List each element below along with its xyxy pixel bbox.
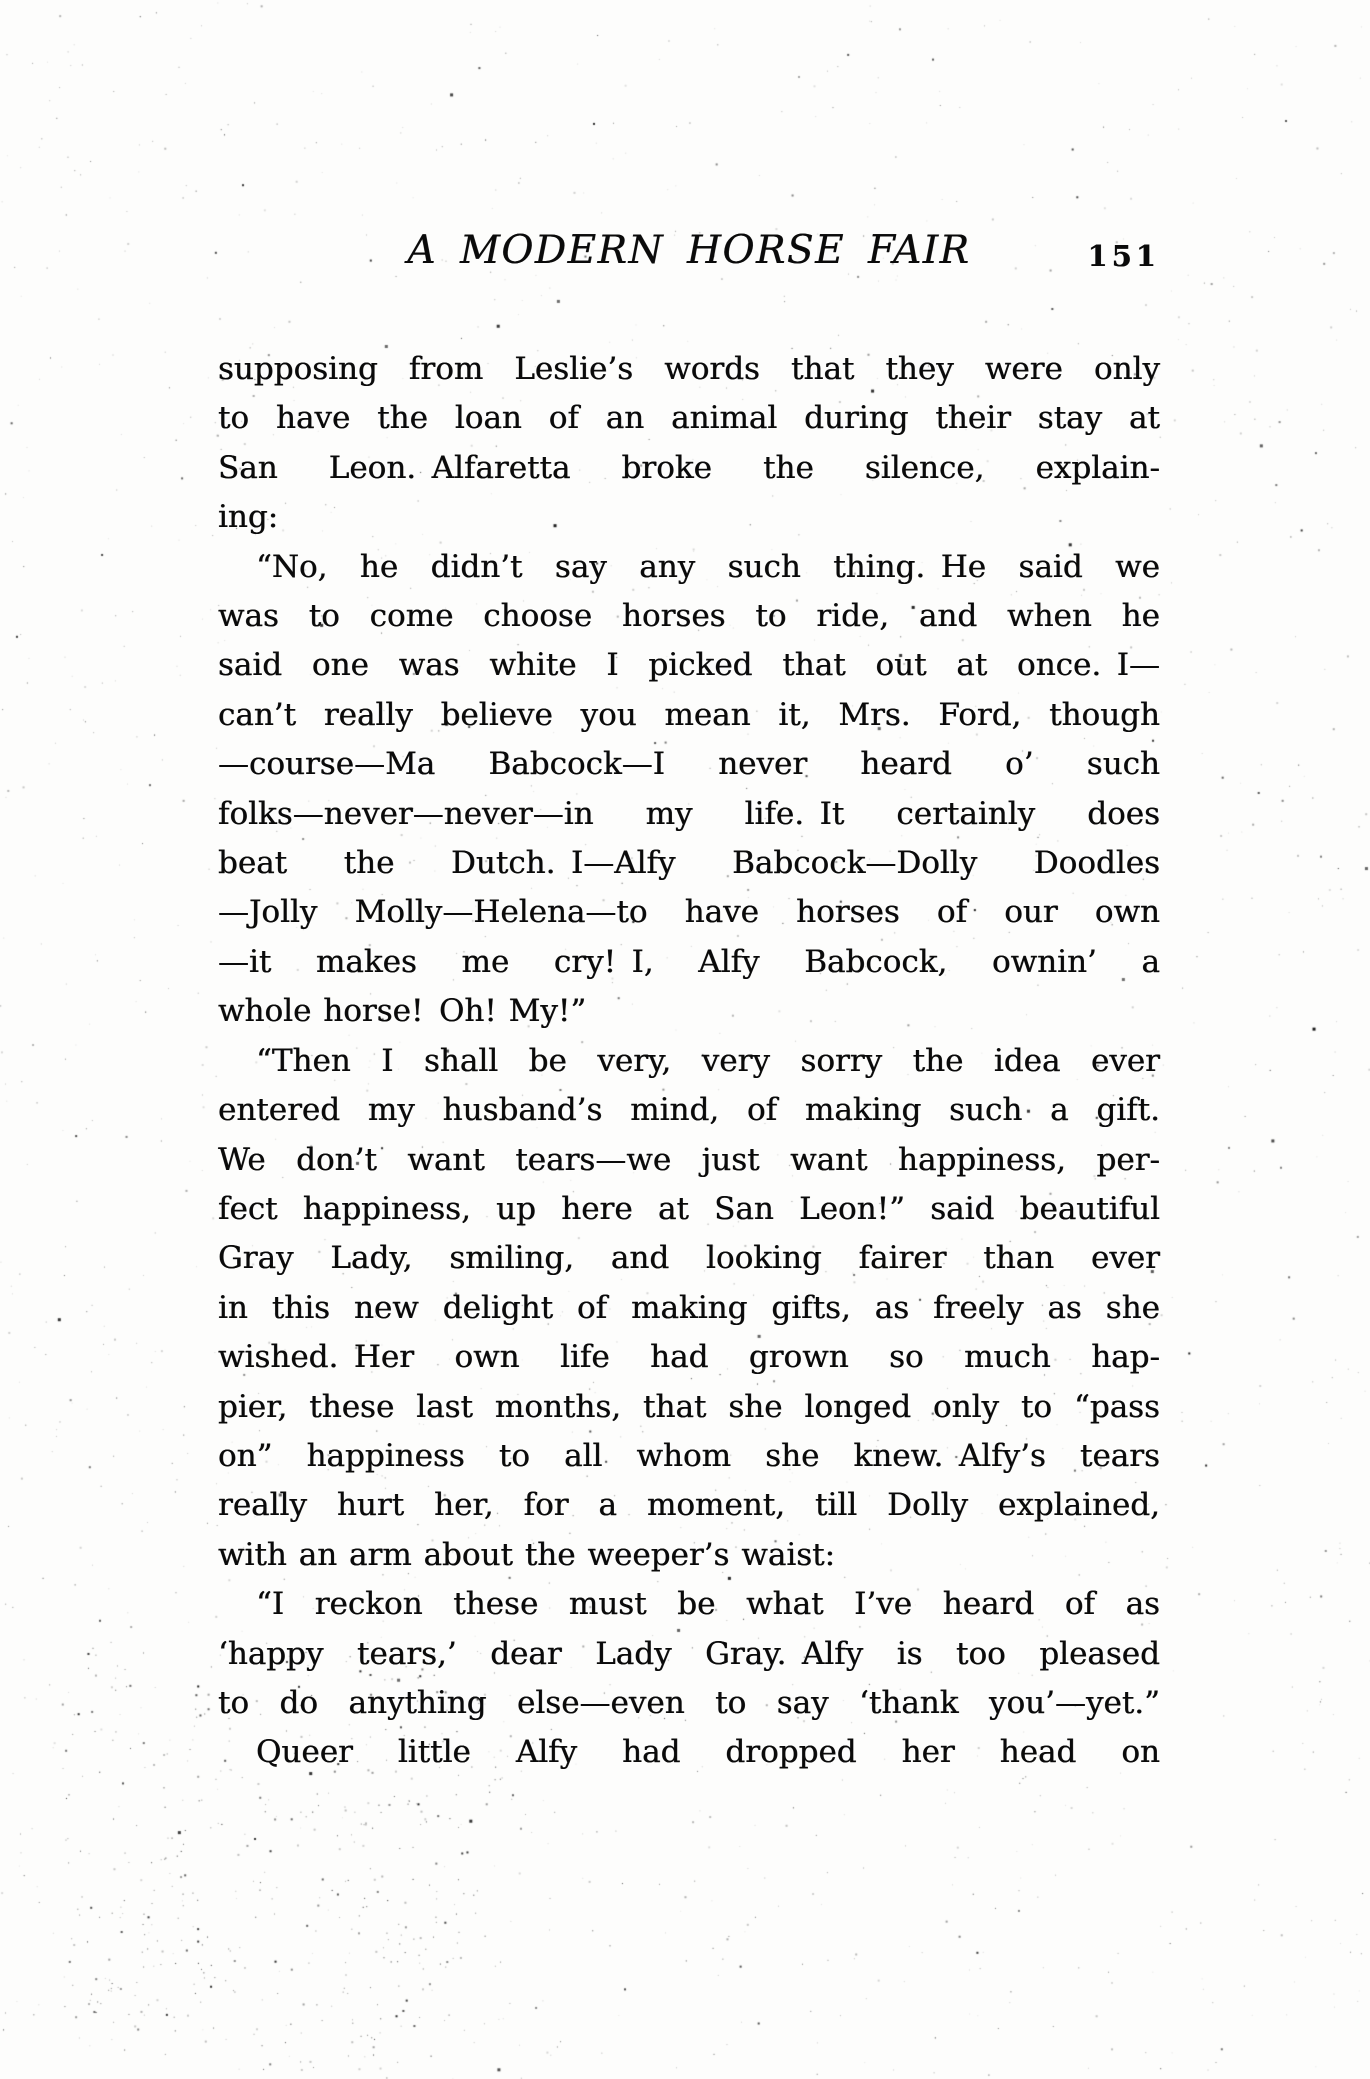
text-line: “Then I shall be very, very sorry the idea ever xyxy=(256,1042,1160,1079)
text-line: pier, these last months, that she longed only to “pass xyxy=(218,1388,1160,1425)
text-line: ‘happy tears,’ dear Lady Gray. Alfy is too pleased xyxy=(218,1635,1160,1672)
text-line: said one was white I picked that out at once. I— xyxy=(218,647,1160,684)
running-header xyxy=(218,228,1160,273)
text-line: was to come choose horses to ride, and when he xyxy=(218,598,1160,635)
text-line: Gray Lady, smiling, and looking fairer than ever xyxy=(218,1240,1160,1277)
text-line: “No, he didn’t say any such thing. He said we xyxy=(256,548,1160,585)
text-line: wished. Her own life had grown so much hap- xyxy=(218,1339,1160,1376)
text-line: ing: xyxy=(218,499,279,536)
text-line: to do anything else—even to say ‘thank you’—yet.” xyxy=(218,1684,1160,1721)
text-line: whole horse! Oh! My!” xyxy=(218,993,587,1030)
text-line: fect happiness, up here at San Leon!” said beautiful xyxy=(218,1190,1160,1227)
text-line: with an arm about the weeper’s waist: xyxy=(218,1536,836,1573)
text-line: to have the loan of an animal during their stay at xyxy=(218,400,1160,437)
text-line: folks—never—never—in my life. It certainly does xyxy=(218,795,1160,832)
text-line: “I reckon these must be what I’ve heard of as xyxy=(256,1586,1160,1623)
text-line: really hurt her, for a moment, till Dolly explained, xyxy=(218,1487,1160,1524)
page-title: A MODERN HORSE FAIR xyxy=(407,228,971,273)
text-line: —course—Ma Babcock—I never heard o’ such xyxy=(218,746,1160,783)
text-line: We don’t want tears—we just want happiness, per- xyxy=(218,1141,1160,1178)
text-line: can’t really believe you mean it, Mrs. Ford, though xyxy=(218,696,1160,733)
text-line: —it makes me cry! I, Alfy Babcock, ownin’ a xyxy=(218,943,1160,980)
page-number: 151 xyxy=(1087,239,1160,273)
text-line: supposing from Leslie’s words that they were only xyxy=(218,351,1160,387)
text-line: in this new delight of making gifts, as freely as she xyxy=(218,1289,1160,1326)
text-line: —Jolly Molly—Helena—to have horses of our own xyxy=(218,894,1160,931)
body-text xyxy=(218,345,1160,1778)
text-line: entered my husband’s mind, of making such a gift. xyxy=(218,1092,1160,1129)
text-line: beat the Dutch. I—Alfy Babcock—Dolly Doodles xyxy=(218,845,1160,882)
text-line: on” happiness to all whom she knew. Alfy’s tears xyxy=(218,1437,1160,1474)
text-line: San Leon. Alfaretta broke the silence, explain- xyxy=(218,449,1160,486)
text-line: Queer little Alfy had dropped her head on xyxy=(256,1734,1160,1771)
